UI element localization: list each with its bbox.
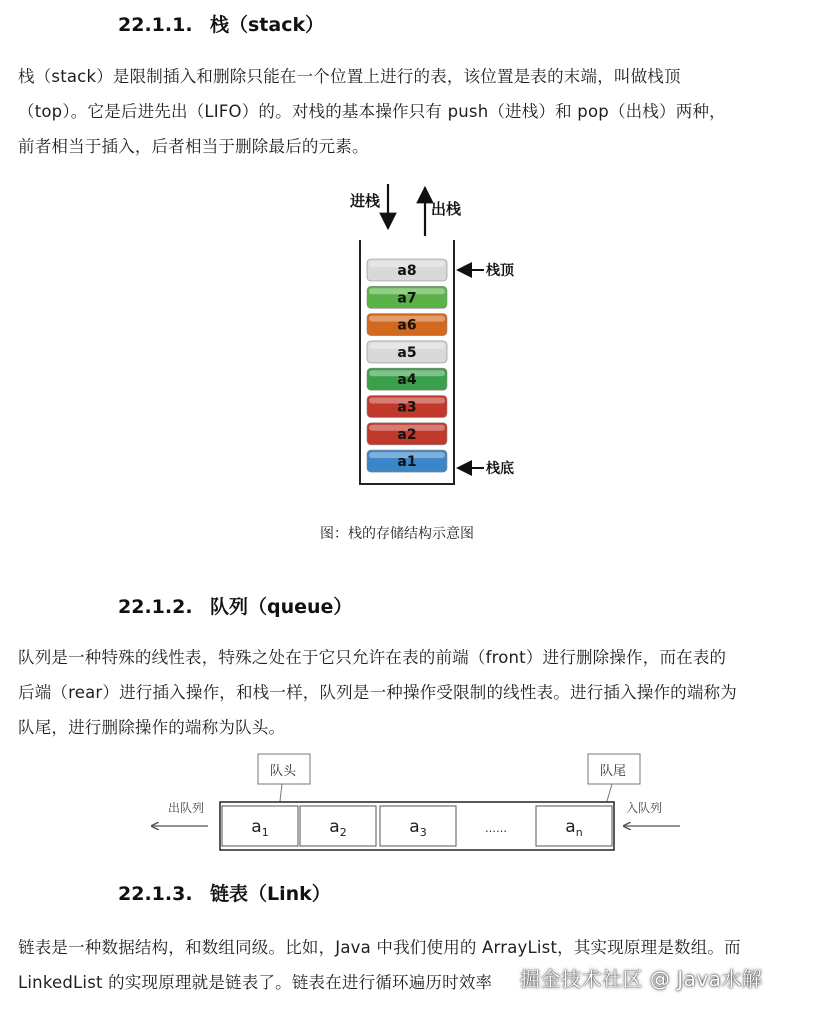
queue-paragraph xyxy=(18,640,824,745)
stack-item-label: a7 xyxy=(397,290,417,307)
section-number: 22.1.1. xyxy=(118,14,193,36)
pop-label: 出栈 xyxy=(431,200,462,218)
section-heading-link xyxy=(118,879,331,906)
queue-cells xyxy=(222,806,612,846)
watermark: 掘金技术社区 @ Java水解 xyxy=(520,967,763,991)
paragraph-line: 链表是一种数据结构，和数组同级。比如，Java 中我们使用的 ArrayList，其实现原理是数组。而 xyxy=(18,938,741,957)
bottom-label: 栈底 xyxy=(486,461,514,477)
paragraph-line: 队列是一种特殊的线性表，特殊之处在于它只允许在表的前端（front）进行删除操作，而在表的 xyxy=(18,648,727,667)
queue-cell-label: $a_n$ xyxy=(565,817,583,839)
section-number: 22.1.3. xyxy=(118,883,193,905)
stack-item-label: a6 xyxy=(397,317,417,334)
paragraph-line: LinkedList 的实现原理就是链表了。链表在进行循环遍历时效率 xyxy=(18,973,493,992)
queue-cell xyxy=(485,822,507,835)
push-label: 进栈 xyxy=(350,192,381,210)
queue-cell xyxy=(222,806,298,846)
stack-item xyxy=(367,423,447,445)
paragraph-line: 前者相当于插入，后者相当于删除最后的元素。 xyxy=(18,137,369,156)
stack-item xyxy=(367,314,447,336)
section-number: 22.1.2. xyxy=(118,596,193,618)
queue-head-label: 队头 xyxy=(270,764,297,779)
section-title: 队列（queue） xyxy=(210,596,353,618)
stack-item-label: a1 xyxy=(397,454,417,471)
stack-item-label: a3 xyxy=(397,399,417,416)
stack-item xyxy=(367,450,447,472)
queue-diagram xyxy=(140,748,700,858)
section-heading-stack xyxy=(118,10,324,37)
queue-cell xyxy=(300,806,376,846)
dequeue-label: 出队列 xyxy=(168,801,205,815)
stack-item xyxy=(367,341,447,363)
stack-item xyxy=(367,259,447,281)
stack-item-label: a4 xyxy=(397,372,417,389)
stack-item xyxy=(367,286,447,308)
stack-caption: 图：栈的存储结构示意图 xyxy=(320,526,474,542)
queue-cell-label: $a_3$ xyxy=(409,817,427,839)
enqueue-label: 入队列 xyxy=(626,801,663,815)
queue-cell xyxy=(380,806,456,846)
queue-cell-label: $a_2$ xyxy=(329,817,347,839)
section-title: 链表（Link） xyxy=(210,883,331,905)
stack-item-label: a5 xyxy=(397,344,417,361)
top-label: 栈顶 xyxy=(486,263,514,279)
paragraph-line: 栈（stack）是限制插入和删除只能在一个位置上进行的表，该位置是表的末端，叫做栈顶 xyxy=(18,67,681,86)
paragraph-line: 队尾，进行删除操作的端称为队头。 xyxy=(18,718,286,737)
section-title: 栈（stack） xyxy=(210,14,325,36)
stack-item xyxy=(367,368,447,390)
stack-diagram xyxy=(300,178,560,554)
paragraph-line: （top）。它是后进先出（LIFO）的。对栈的基本操作只有 push（进栈）和 pop（出栈）两种， xyxy=(18,102,726,121)
section-heading-queue xyxy=(118,592,352,619)
stack-items xyxy=(367,259,447,472)
stack-item-label: a8 xyxy=(397,263,417,279)
queue-cell-label: $a_1$ xyxy=(251,817,269,839)
queue-cell-label: …… xyxy=(485,822,507,835)
stack-paragraph xyxy=(18,59,824,164)
stack-item-label: a2 xyxy=(397,426,417,443)
queue-cell xyxy=(536,806,612,846)
stack-item xyxy=(367,396,447,418)
paragraph-line: 后端（rear）进行插入操作，和栈一样，队列是一种操作受限制的线性表。进行插入操作的端称为 xyxy=(18,683,737,702)
queue-tail-label: 队尾 xyxy=(600,764,627,779)
